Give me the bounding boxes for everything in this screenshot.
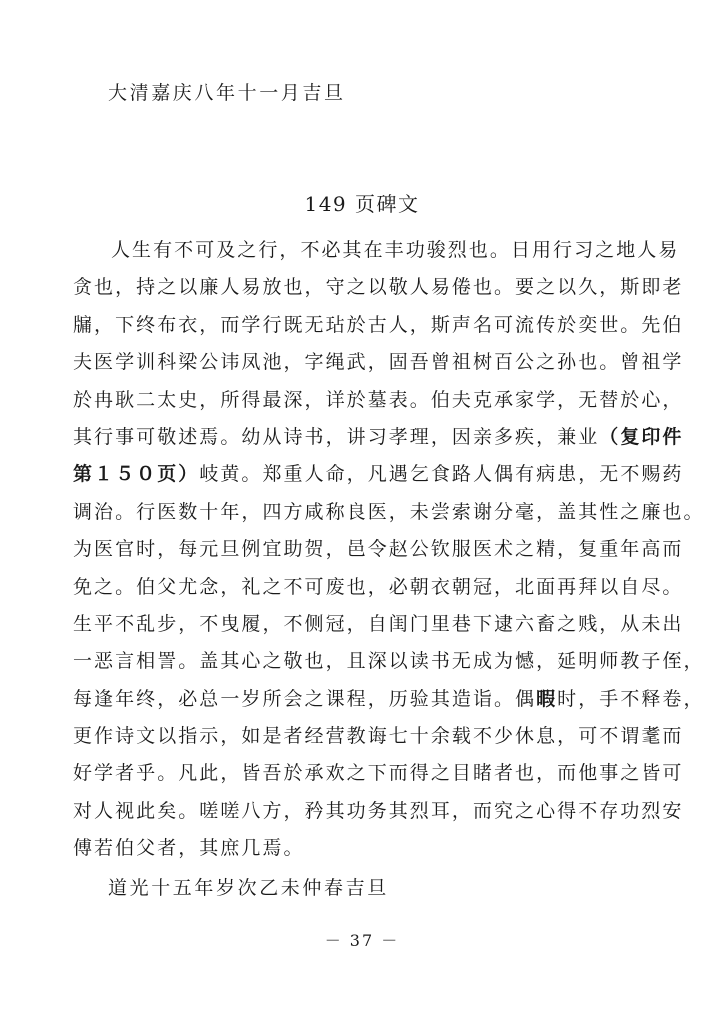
text-line: 一恶言相詈。盖其心之敬也，且深以读书无成为憾，延明师教子侄，: [73, 650, 705, 673]
text-line: 夫医学训科梁公讳凤池，字绳武，固吾曾祖树百公之孙也。曾祖学: [73, 351, 684, 374]
text-line: [73, 419, 684, 456]
text-line: 对人视此矣。嗟嗟八方，矜其功务其烈耳，而究之心得不存功烈安: [73, 799, 684, 822]
inscription-body: [73, 232, 705, 868]
text-line: 生平不乱步，不曳履，不侧冠，自闺门里巷下逮六畜之贱，从未出: [73, 612, 684, 635]
text-line: 调治。行医数十年，四方咸称良医，未尝索谢分毫，盖其性之廉也。: [73, 500, 705, 523]
section-title: 149 页碑文: [304, 192, 420, 216]
text-line: 於冉耿二太史，所得最深，详於墓表。伯夫克承家学，无替於心，: [73, 388, 684, 411]
text-line: 免之。伯父尤念，礼之不可废也，必朝衣朝冠，北面再拜以自尽。: [73, 575, 684, 598]
text-line: 为医官时，每元旦例宜助贺，邑令赵公钦服医术之精，复重年高而: [73, 538, 684, 561]
opening-date: 大清嘉庆八年十一月吉旦: [108, 82, 346, 104]
text-line: 贪也，持之以廉人易放也，守之以敬人易倦也。要之以久，斯即老: [73, 276, 684, 299]
text-line: 人生有不可及之行，不必其在丰功骏烈也。日用行习之地人易: [111, 239, 680, 261]
text-line: 更作诗文以指示，如是者经营教诲七十余载不少休息，可不谓耄而: [73, 725, 684, 748]
text-line: 牖，下终布衣，而学行既无玷於古人，斯声名可流传於奕世。先伯: [73, 313, 684, 336]
text-span: 岐黄。郑重人命，凡遇乞食路人偶有病患，无不赐药: [199, 463, 684, 486]
text-span: 其行事可敬述焉。幼从诗书，讲习孝理，因亲多疾，兼业: [73, 425, 600, 448]
text-line: 傅若伯父者，其庶几焉。: [73, 837, 305, 860]
photocopy-page-note: 第１５０页）: [73, 463, 200, 486]
page-number: － 37 －: [324, 931, 400, 950]
bold-character: 暇: [536, 687, 558, 710]
text-line: 好学者乎。凡此，皆吾於承欢之下而得之目睹者也，而他事之皆可: [73, 762, 684, 785]
text-span: 每逢年终，必总一岁所会之课程，历验其造诣。偶: [73, 687, 537, 710]
photocopy-page-note: （复印件: [599, 425, 684, 448]
text-span: 时，手不释卷，: [557, 687, 705, 710]
text-line: [73, 681, 705, 718]
text-line: [73, 456, 684, 493]
closing-date: 道光十五年岁次乙未仲春吉旦: [108, 877, 389, 899]
